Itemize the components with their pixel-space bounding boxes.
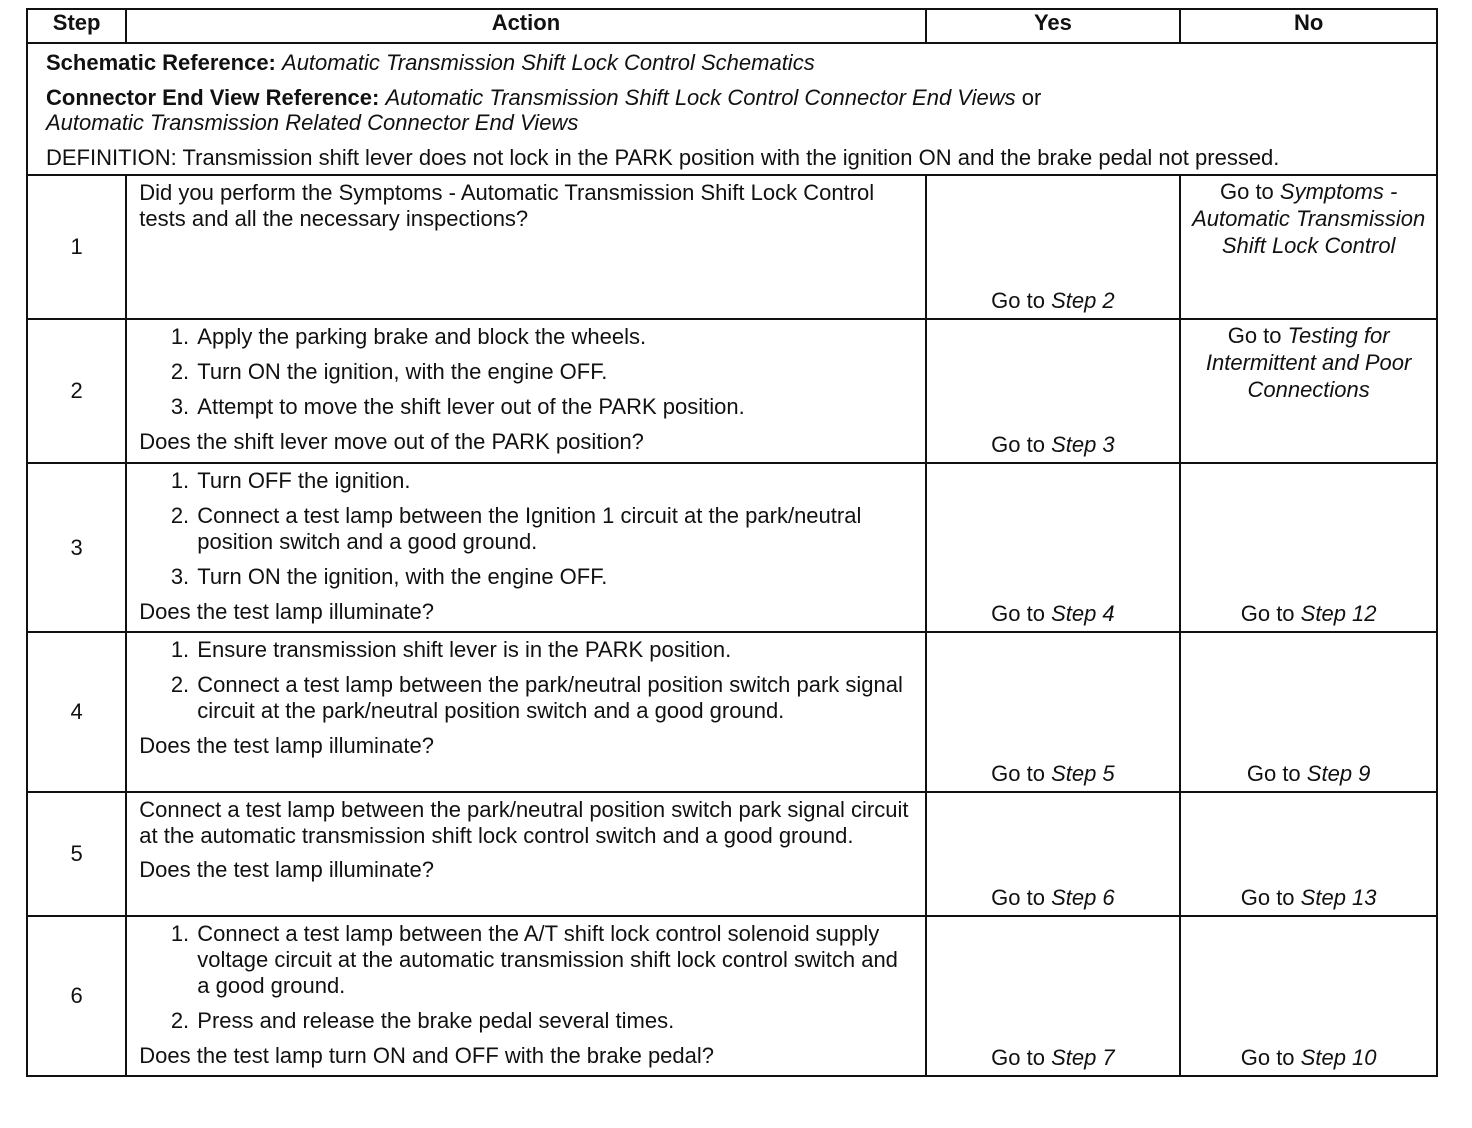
no-cell [1180,792,1437,916]
goto-label: Go to [991,885,1045,910]
goto-label: Go to [991,1045,1045,1070]
yes-target: Step 6 [1051,885,1115,910]
step-question: Does the test lamp turn ON and OFF with the brake pedal? [139,1043,715,1068]
yes-cell [926,319,1181,463]
action-item: 2. Turn ON the ignition, with the engine OFF. [195,359,914,385]
goto-label: Go to [1246,761,1301,786]
action-list [139,921,914,1034]
no-target: Step 13 [1300,885,1377,910]
step-question: Did you perform the Symptoms - Automatic Transmission Shift Lock Control tests and all the necessary inspections? [139,180,875,231]
action-item: 2. Connect a test lamp between the park/neutral position switch park signal circuit at the park/neutral position switch and a good ground. [195,672,914,724]
step-number: 5 [27,792,126,916]
action-cell [126,916,925,1076]
yes-target: Step 5 [1051,761,1115,786]
step-question: Does the test lamp illuminate? [139,733,434,758]
yes-target: Step 3 [1051,432,1115,457]
step-row [27,463,1437,632]
header-yes: Yes [926,9,1181,43]
goto-label: Go to [991,761,1045,786]
yes-cell [926,916,1181,1076]
step-number: 4 [27,632,126,792]
goto-label: Go to [991,601,1045,626]
schematic-reference [46,50,1420,75]
no-cell [1180,632,1437,792]
schematic-reference-value: Automatic Transmission Shift Lock Control Schematics [282,50,815,75]
action-item: 3. Turn ON the ignition, with the engine OFF. [195,564,914,590]
definition: DEFINITION: Transmission shift lever does not lock in the PARK position with the ignition ON and the brake pedal not pressed. [46,145,1280,170]
diagnostic-table-container [26,8,1438,1077]
step-lead: Connect a test lamp between the park/neutral position switch park signal circuit at the automatic transmission shift lock control switch and a good ground. [139,797,909,848]
yes-cell [926,632,1181,792]
step-row [27,632,1437,792]
no-target: Testing for Intermittent and Poor Connections [1205,323,1412,402]
goto-label: Go to [1219,179,1274,204]
step-row [27,175,1437,319]
action-cell [126,175,925,319]
action-item: 1. Connect a test lamp between the A/T shift lock control solenoid supply voltage circuit at the automatic transmission shift lock control switch and a good ground. [195,921,914,999]
goto-label: Go to [991,288,1045,313]
action-item: 2. Connect a test lamp between the Ignition 1 circuit at the park/neutral position switch and a good ground. [195,503,914,555]
no-target: Step 9 [1306,761,1371,786]
action-item: 2. Press and release the brake pedal several times. [195,1008,914,1034]
reference-row [27,43,1437,175]
action-list [139,324,914,420]
step-question: Does the test lamp illuminate? [139,857,434,882]
reference-cell [27,43,1437,175]
action-cell [126,632,925,792]
action-cell [126,463,925,632]
action-item: 1. Turn OFF the ignition. [195,468,914,494]
action-item: 1. Apply the parking brake and block the wheels. [195,324,914,350]
yes-cell [926,175,1181,319]
step-number: 2 [27,319,126,463]
yes-target: Step 4 [1051,601,1115,626]
step-row [27,319,1437,463]
connector-reference-value-2: Automatic Transmission Related Connector End Views [46,110,579,135]
header-row [27,9,1437,43]
no-target: Step 10 [1300,1045,1377,1070]
step-number: 6 [27,916,126,1076]
no-cell [1180,463,1437,632]
goto-label: Go to [1227,323,1282,348]
step-question: Does the shift lever move out of the PARK position? [139,429,644,454]
action-cell [126,792,925,916]
action-list [139,637,914,724]
header-action: Action [126,9,925,43]
diagnostic-table [26,8,1438,1077]
connector-reference [46,85,1420,135]
step-number: 1 [27,175,126,319]
step-number: 3 [27,463,126,632]
action-cell [126,319,925,463]
connector-reference-value-1: Automatic Transmission Shift Lock Control Connector End Views [385,85,1016,110]
step-row [27,792,1437,916]
goto-label: Go to [1240,601,1295,626]
schematic-reference-label: Schematic Reference: [46,50,276,75]
goto-label: Go to [991,432,1045,457]
yes-target: Step 2 [1051,288,1115,313]
yes-target: Step 7 [1051,1045,1115,1070]
no-cell [1180,319,1437,463]
yes-cell [926,792,1181,916]
connector-reference-label: Connector End View Reference: [46,85,380,110]
header-step: Step [27,9,126,43]
goto-label: Go to [1240,885,1295,910]
yes-cell [926,463,1181,632]
goto-label: Go to [1240,1045,1295,1070]
header-no: No [1180,9,1437,43]
no-cell [1180,175,1437,319]
step-row [27,916,1437,1076]
action-item: 3. Attempt to move the shift lever out of the PARK position. [195,394,914,420]
action-item: 1. Ensure transmission shift lever is in the PARK position. [195,637,914,663]
connector-reference-or: or [1021,85,1042,110]
action-list [139,468,914,590]
no-target: Step 12 [1300,601,1377,626]
no-cell [1180,916,1437,1076]
no-target: Symptoms - Automatic Transmission Shift Lock Control [1192,179,1426,258]
step-question: Does the test lamp illuminate? [139,599,434,624]
